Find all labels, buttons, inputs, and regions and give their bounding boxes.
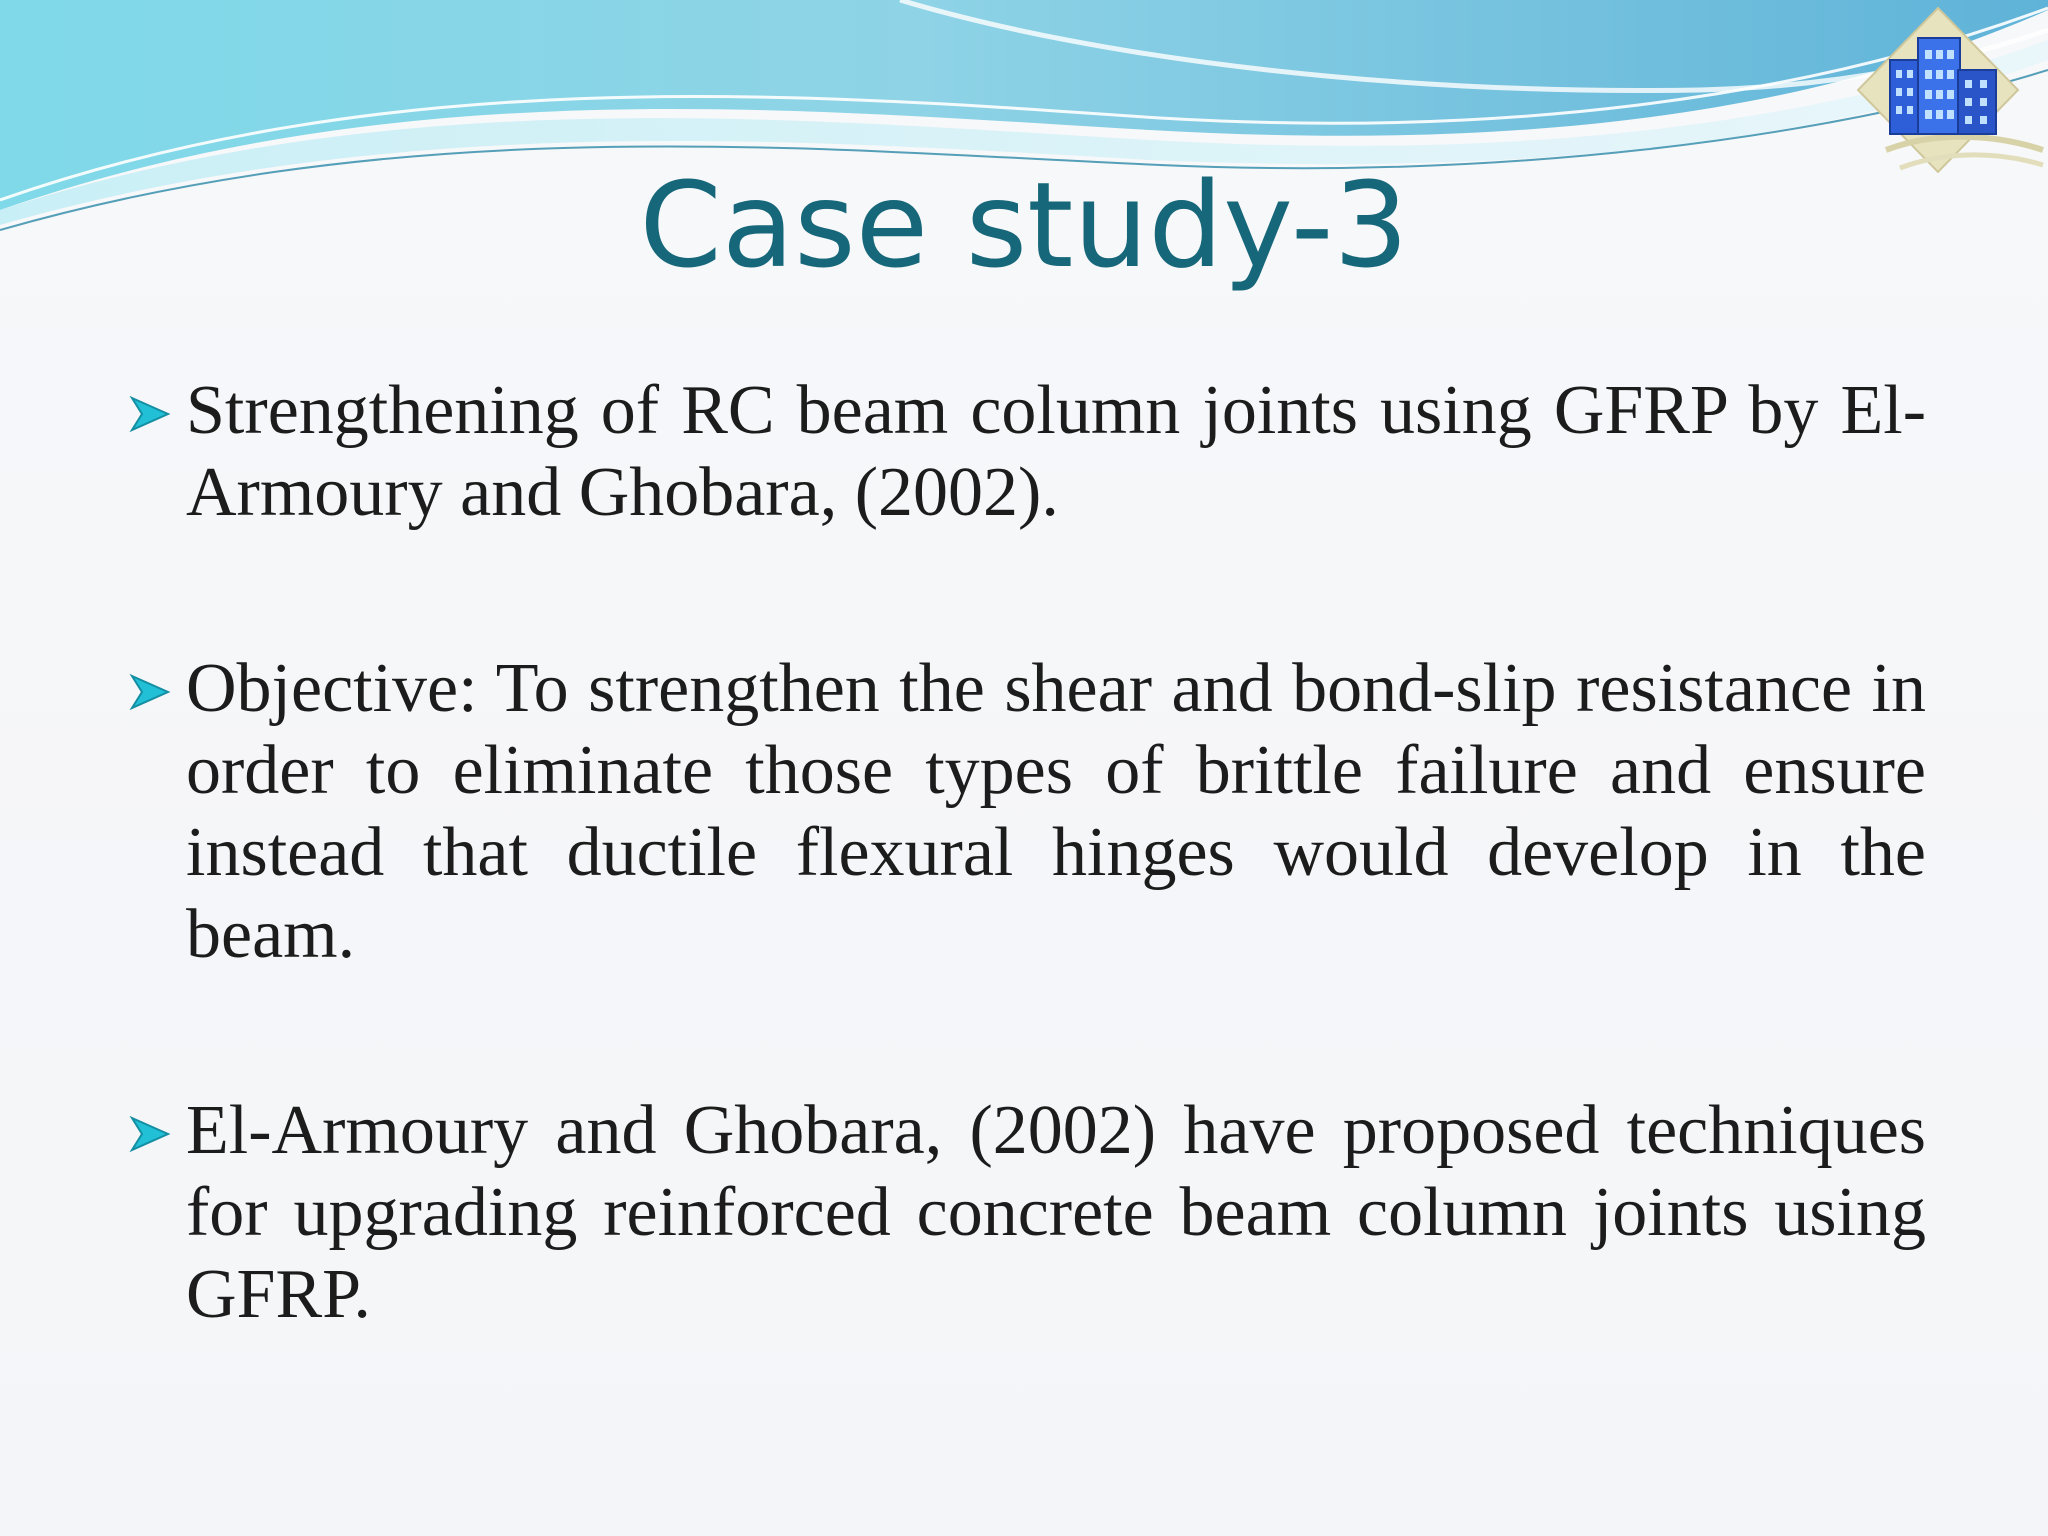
arrowhead-icon [128, 396, 172, 432]
bullet-item [128, 648, 1926, 976]
arrowhead-icon [128, 1116, 172, 1152]
bullet-list [128, 370, 1926, 1336]
arrowhead-icon [128, 674, 172, 710]
bullet-text: Objective: To strengthen the shear and bond-slip resistance in order to eliminate those types of brittle failure and ensure instead that ductile flexural hinges would develop in the beam. [186, 650, 1926, 973]
bullet-item [128, 1090, 1926, 1336]
slide-title: Case study-3 [639, 156, 1409, 294]
bullet-text: Strengthening of RC beam column joints using GFRP by El-Armoury and Ghobara, (2002). [186, 372, 1926, 531]
bullet-item [128, 370, 1926, 534]
bullet-text: El-Armoury and Ghobara, (2002) have proposed techniques for upgrading reinforced concrete beam column joints using GFRP. [186, 1092, 1926, 1333]
